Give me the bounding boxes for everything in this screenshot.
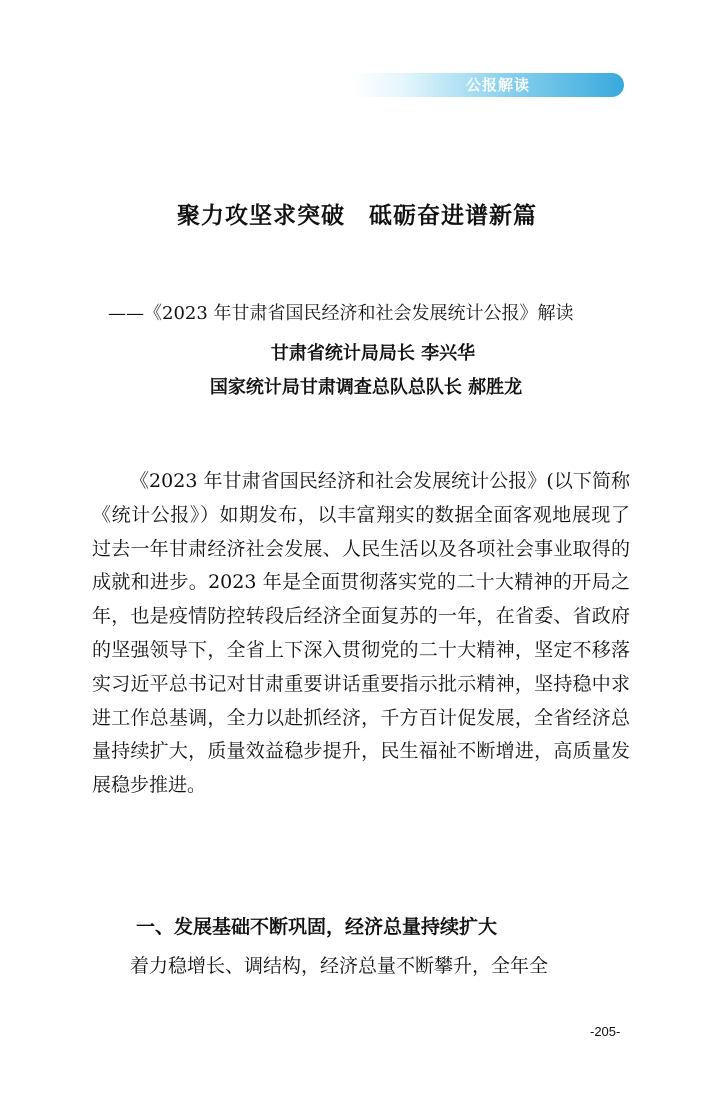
author-line-1: 甘肃省统计局局长 李兴华 [270,343,476,364]
body-paragraph-1: 《2023 年甘肃省国民经济和社会发展统计公报》(以下简称《统计公报》）如期发布，以丰富翔实的数据全面客观地展现了过去一年甘肃经济社会发展、人民生活以及各项社会事业取得的成就和进步。2023 年是全面贯彻落实党的二十大精神的开局之年，也是疫情防控转段后经济全面复苏的一年，在省委、省政府的坚强领导下，全省上下深入贯彻党的二十大精神，坚定不移落实习近平总书记对甘肃重要讲话重要指示批示精神，坚持稳中求进工作总基调，全力以赴抓经济，千方百计促发展，全省经济总量持续扩大，质量效益稳步提升，民生福祉不断增进，高质量发展稳步推进。 [92,470,630,797]
page-number: -205- [590,1024,621,1039]
author-line-2: 国家统计局甘肃调查总队总队长 郝胜龙 [209,377,523,398]
article-subtitle: ——《2023 年甘肃省国民经济和社会发展统计公报》解读 [108,303,574,324]
section-tab-label: 公报解读 [465,76,530,94]
section-heading: 一、发展基础不断巩固，经济总量持续扩大 [136,916,498,938]
article-title: 聚力攻坚求突破 砥砺奋进谱新篇 [177,203,537,229]
section-tab [352,73,624,97]
body-paragraph-2: 着力稳增长、调结构，经济总量不断攀升，全年全 [130,955,549,977]
